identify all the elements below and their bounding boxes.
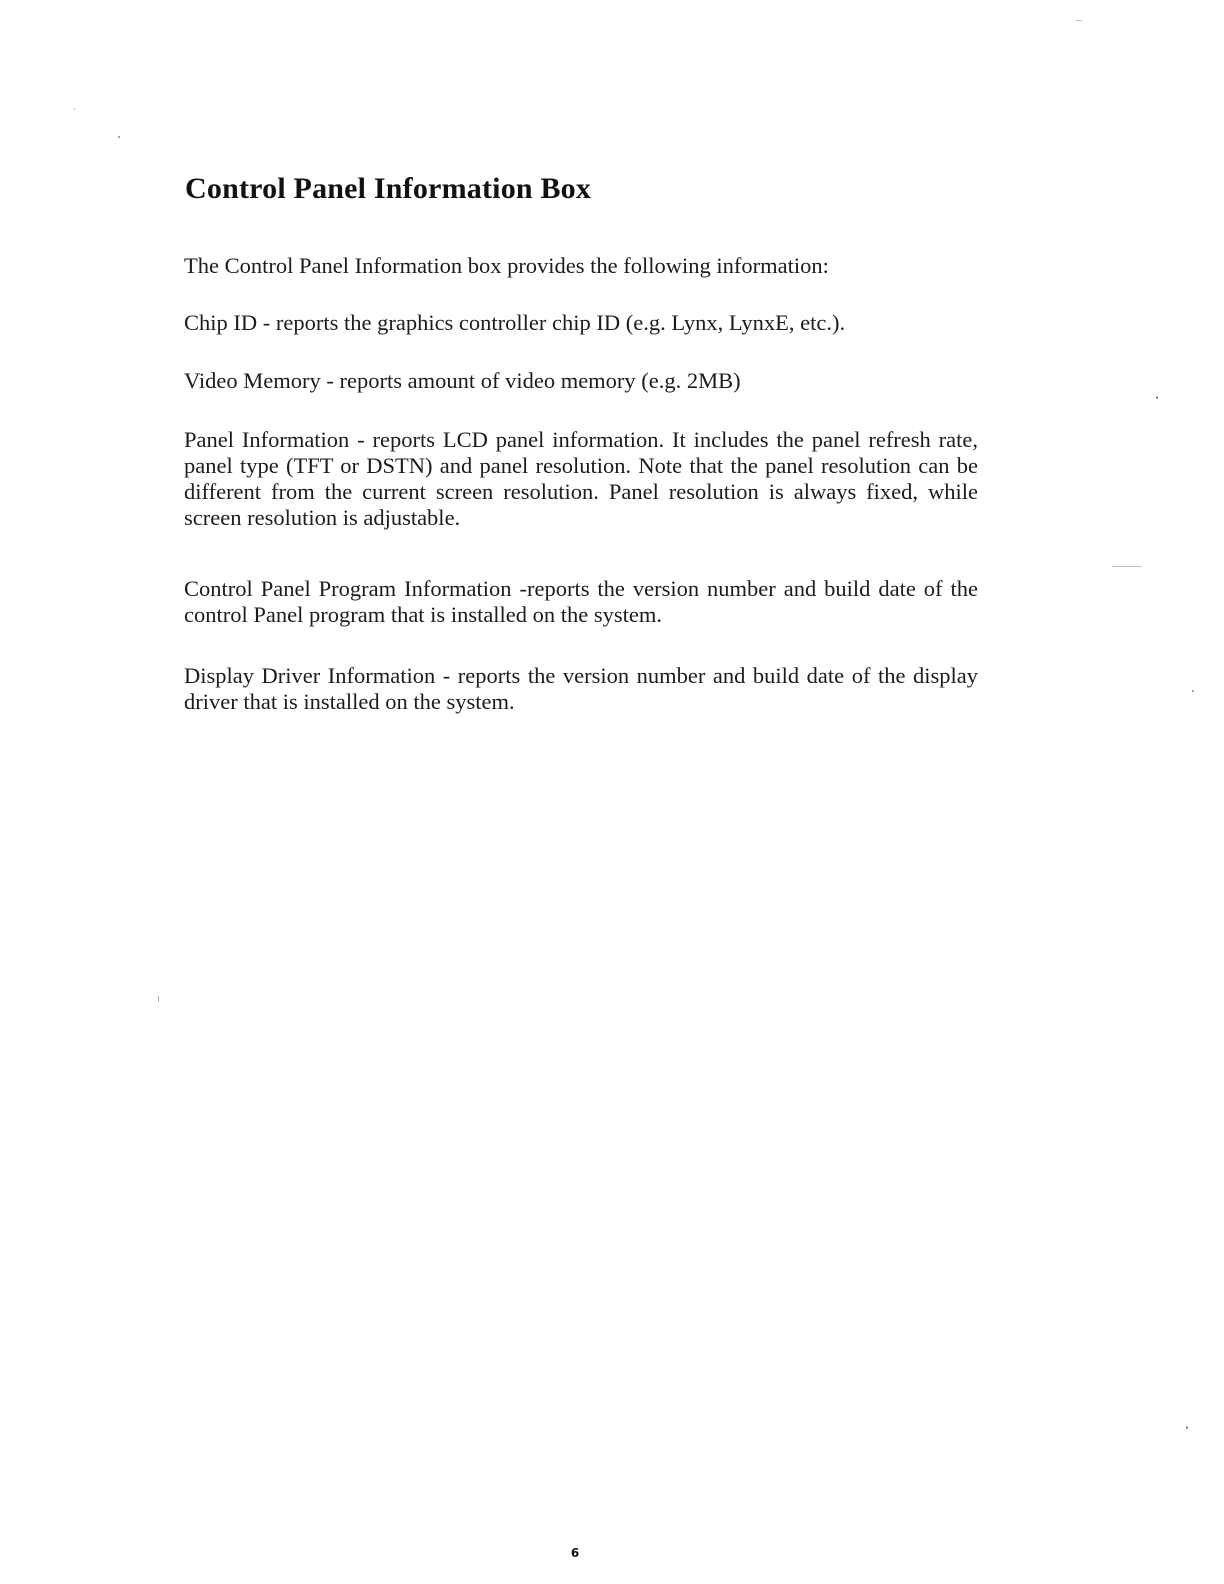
video-memory-paragraph: Video Memory - reports amount of video memory (e.g. 2MB) — [184, 368, 741, 393]
scan-speck — [158, 996, 159, 1002]
display-driver-paragraph: Display Driver Information - reports the version number and build date of the display driver that is installed on the system. — [184, 663, 978, 714]
page-title: Control Panel Information Box — [185, 172, 592, 205]
chip-id-paragraph: Chip ID - reports the graphics controller chip ID (e.g. Lynx, LynxE, etc.). — [184, 310, 846, 335]
scan-speck — [1076, 20, 1082, 21]
scan-speck — [1112, 566, 1142, 567]
page-number: 6 — [570, 1546, 580, 1560]
control-panel-program-paragraph: Control Panel Program Information -reports the version number and build date of the control Panel program that is installed on the system. — [184, 576, 978, 627]
scan-speck — [1192, 690, 1194, 692]
panel-information-paragraph: Panel Information - reports LCD panel information. It includes the panel refresh rate, panel type (TFT or DSTN) and panel resolution. Note that the panel resolution can be different from the current screen resolution. Panel resolution is always fixed, while screen resolution is adjustable. — [184, 427, 978, 530]
scan-speck — [1156, 396, 1158, 399]
intro-paragraph: The Control Panel Information box provides the following information: — [184, 253, 829, 278]
scan-speck — [74, 108, 75, 110]
scan-speck — [118, 136, 120, 138]
scan-speck — [1186, 1426, 1188, 1429]
